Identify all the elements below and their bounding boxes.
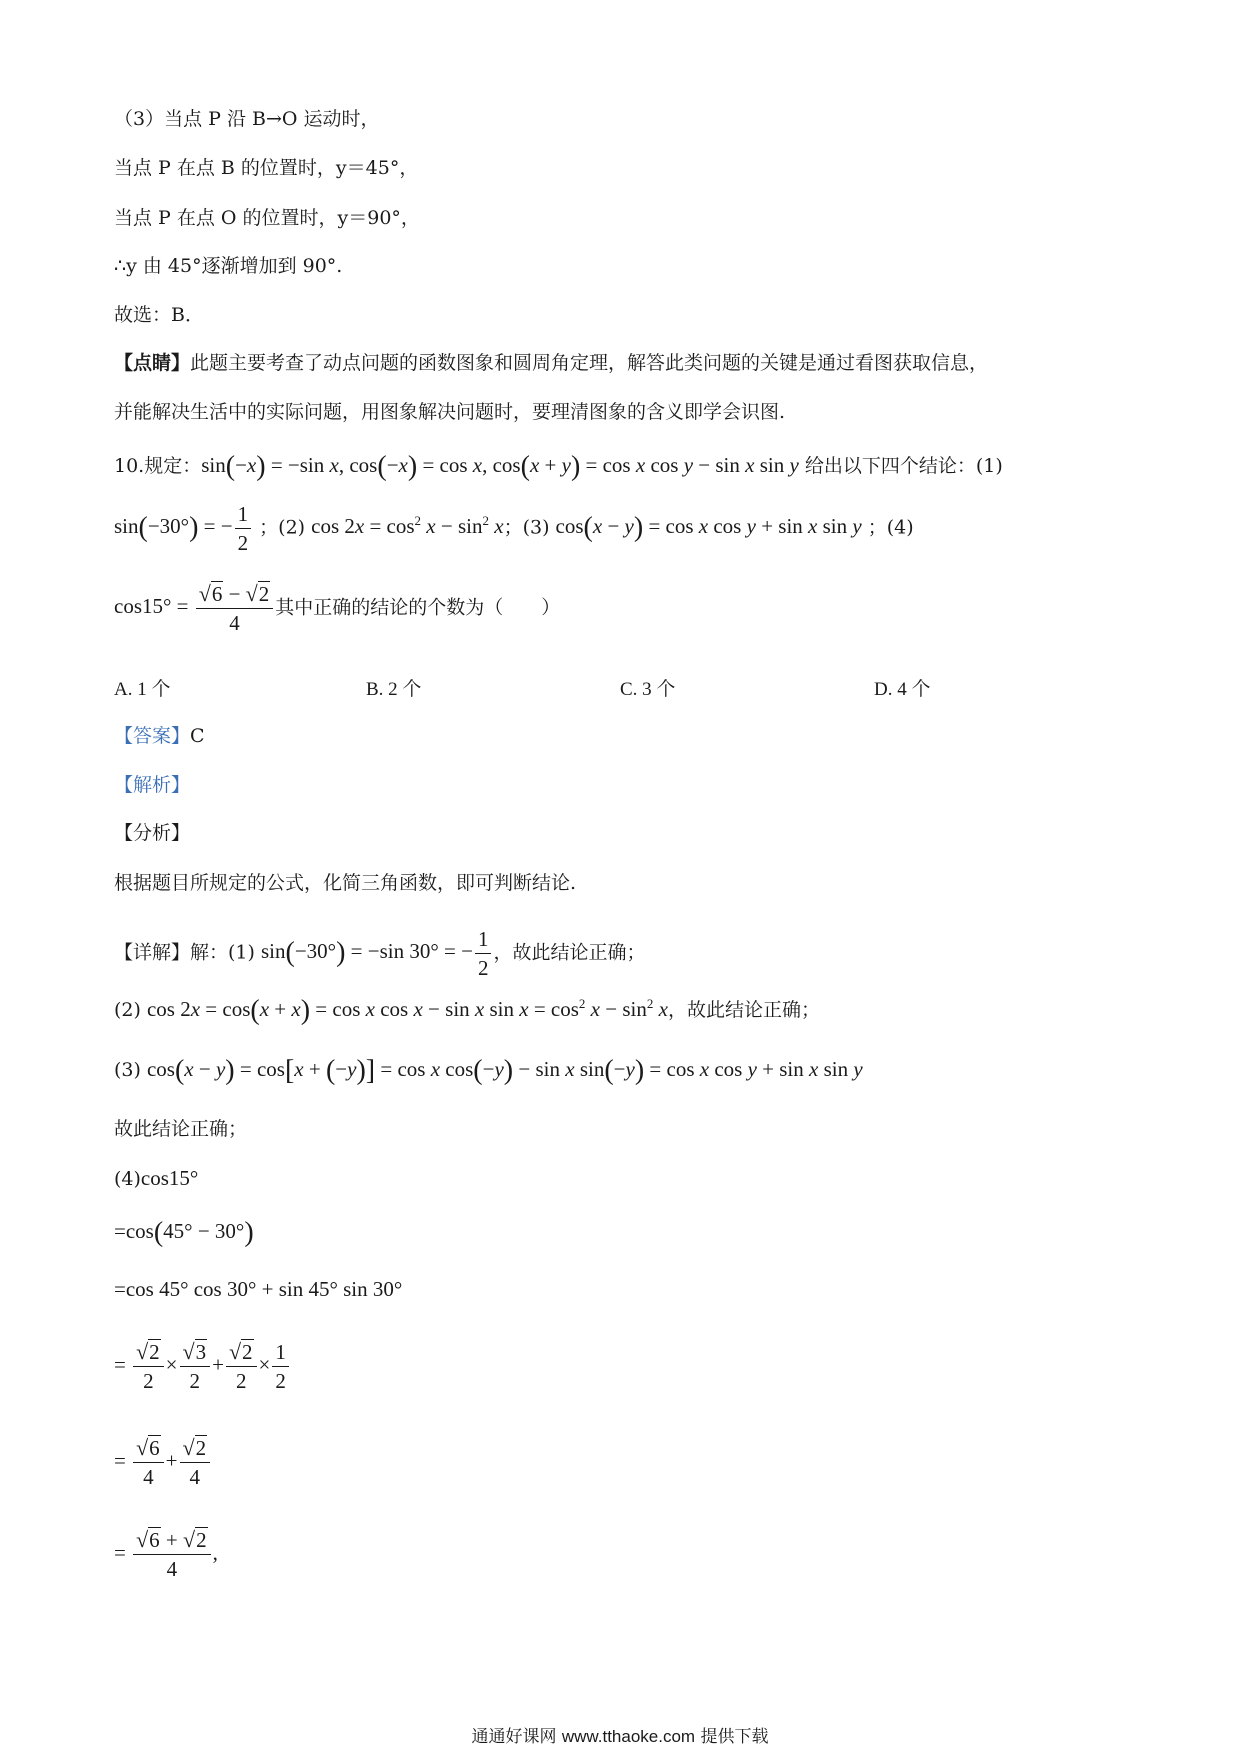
solution-line: 故选：B． [114, 304, 204, 326]
option-d: D. 4 个 [874, 679, 931, 700]
solution-line: 当点 P 在点 O 的位置时，y＝90°， [114, 207, 420, 229]
detail-line-3 [114, 1056, 863, 1085]
detail-3-label: (3) [114, 1059, 141, 1081]
detail-4-label: (4) [114, 1168, 141, 1190]
commentary-tag: 【点睛】 [114, 352, 191, 374]
fenxi-text: 根据题目所规定的公式，化简三角函数，即可判断结论. [114, 872, 577, 894]
conclusion-1-formula: sin(−30°) = − $\frac{1}{2}$ [114, 514, 253, 538]
detail-2-label: (2) [114, 999, 141, 1021]
question-intro-tail: 给出以下四个结论：(1) [804, 455, 1003, 477]
answer-value: C [190, 725, 205, 747]
footer-tail: 提供下载 [700, 1727, 769, 1747]
solution-line: 当点 P 在点 B 的位置时，y＝45°， [114, 157, 419, 179]
detail-3-conclusion: 故此结论正确； [114, 1118, 248, 1140]
question-intro: 规定： [144, 455, 202, 477]
conclusion-3-label: ；(3) [503, 516, 550, 539]
fenxi-tag: 【分析】 [114, 822, 191, 844]
detail-intro: 解：(1) [190, 941, 255, 964]
question-stem-tail: 其中正确的结论的个数为（ ） [275, 596, 561, 619]
detail-1-formula: sin(−30°) = −sin 30° = − $\frac{1}{2}$ [261, 939, 493, 963]
detail-4-step-3: = $\frac{√2}{2}$ × $\frac{√3}{2}$ + $\frac{√2}{2}$ × $\frac{1}{2}$ [114, 1338, 291, 1395]
option-c: C. 3 个 [620, 679, 676, 700]
conclusion-3-formula: cos(x − y) = cos x cos y + sin x sin y [555, 512, 862, 544]
page-footer [0, 1722, 1240, 1747]
detail-tag: 【详解】 [114, 941, 191, 964]
option-b: B. 2 个 [366, 679, 422, 700]
detail-line-4 [114, 1165, 198, 1192]
detail-2-formula: cos 2x = cos(x + x) = cos x cos x − sin x $\sin x = \cos^2 x - \sin^2 x$ [146, 995, 668, 1026]
detail-4-step-1: =cos(45° − 30°) [114, 1217, 254, 1248]
detail-4-step-5: = $\frac{√6 + √2}{4}$ , [114, 1527, 218, 1581]
question-stem-line-3 [114, 580, 560, 637]
solution-line: ∴y 由 45°逐渐增加到 90°. [114, 255, 343, 277]
conclusion-2-label: ；(2) [259, 516, 306, 539]
commentary-text: 此题主要考查了动点问题的函数图象和圆周角定理，解答此类问题的关键是通过看图获取信息， [190, 352, 989, 374]
option-a: A. 1 个 [114, 679, 171, 700]
detail-4-start: cos15° [140, 1166, 199, 1190]
question-stem-line-2 [114, 500, 914, 557]
detail-2-conclusion: ，故此结论正确； [667, 999, 820, 1021]
conclusion-4-label: ；(4) [867, 516, 914, 539]
solution-line: （3）当点 P 沿 B→O 运动时， [114, 108, 380, 130]
detail-4-step-4: = $\frac{√6}{4}$ + $\frac{√2}{4}$ [114, 1434, 212, 1491]
question-number: 10. [114, 455, 145, 477]
answer-line [114, 723, 205, 749]
detail-3-formula: cos(x − y) = cos[x + (−y)] = cos x cos(−y) − sin x sin(−y) = cos x cos y + sin x sin y [146, 1055, 863, 1086]
commentary-line-2: 并能解决生活中的实际问题，用图象解决问题时，要理清图象的含义即学会识图. [114, 401, 786, 423]
detail-1-conclusion: ，故此结论正确； [493, 941, 646, 964]
detail-line-1 [114, 925, 645, 982]
commentary-line-1 [114, 350, 988, 376]
detail-4-step-2: =cos 45° cos 30° + sin 45° sin 30° [114, 1277, 403, 1301]
rule-formula: sin(−x) = −sin x, cos(−x) = cos x, cos(x + y) = cos x cos y − sin x sin y [201, 451, 799, 482]
answer-tag: 【答案】 [114, 725, 191, 747]
analysis-tag: 【解析】 [114, 774, 191, 796]
question-stem-line-1 [114, 452, 1003, 481]
footer-url[interactable]: www.tthaoke.com [561, 1727, 696, 1746]
detail-line-2 [114, 991, 820, 1025]
conclusion-2-formula: $\cos 2x = \cos^2 x - \sin^2 x$ [311, 513, 504, 539]
footer-site-name: 通通好课网 [471, 1727, 557, 1747]
conclusion-4-formula: cos15° = $\frac{√6 - √2}{4}$ [114, 594, 275, 618]
